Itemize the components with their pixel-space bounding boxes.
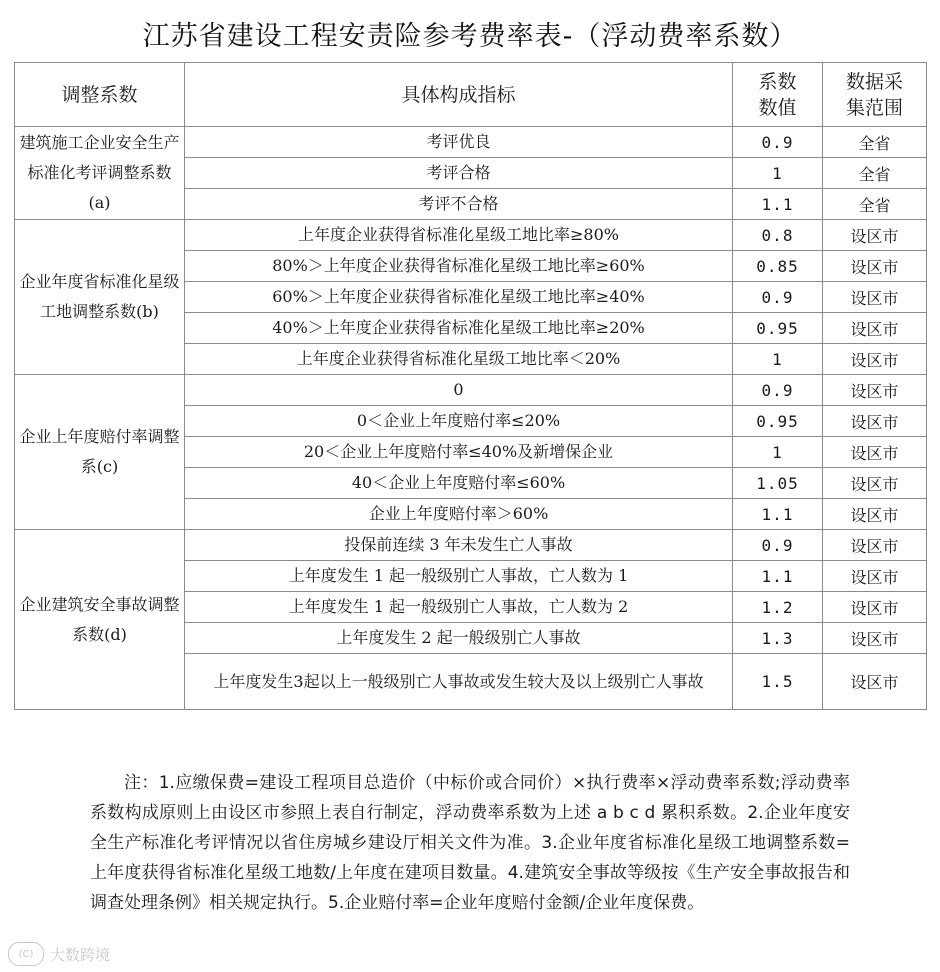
coefficient-value-cell: 0.95 bbox=[733, 313, 823, 344]
coefficient-value-cell: 0.9 bbox=[733, 530, 823, 561]
factor-group-name: 企业建筑安全事故调整系数(d) bbox=[15, 530, 185, 710]
scope-cell: 设区市 bbox=[823, 623, 927, 654]
note-text: 注：1.应缴保费=建设工程项目总造价（中标价或合同价）×执行费率×浮动费率系数;浮动费率系数构成原则上由设区市参照上表自行制定，浮动费率系数为上述 a b c d 累积系数。2.企业年度安全生产标准化考评情况以省住房城乡建设厅相关文件为准。3.企业年度省标准化星级工地调整系数=上年度获得省标准化星级工地数/上年度在建项目数量。4.建筑安全事故等级按《生产安全事故报告和调查处理条例》相关规定执行。5.企业赔付率=企业年度赔付金额/企业年度保费。 bbox=[90, 773, 850, 913]
indicator-cell: 0 bbox=[185, 375, 733, 406]
indicator-cell: 上年度企业获得省标准化星级工地比率＜20% bbox=[185, 344, 733, 375]
indicator-cell: 考评合格 bbox=[185, 158, 733, 189]
coefficient-value-cell: 0.95 bbox=[733, 406, 823, 437]
table-row bbox=[15, 127, 927, 158]
scope-cell: 设区市 bbox=[823, 592, 927, 623]
table-header-row bbox=[15, 63, 927, 127]
indicator-cell: 上年度企业获得省标准化星级工地比率≥80% bbox=[185, 220, 733, 251]
scope-cell: 设区市 bbox=[823, 282, 927, 313]
indicator-cell: 20＜企业上年度赔付率≤40%及新增保企业 bbox=[185, 437, 733, 468]
scope-cell: 全省 bbox=[823, 189, 927, 220]
coefficient-value-cell: 0.9 bbox=[733, 282, 823, 313]
scope-cell: 设区市 bbox=[823, 437, 927, 468]
indicator-cell: 40＜企业上年度赔付率≤60% bbox=[185, 468, 733, 499]
coefficient-value-cell: 1 bbox=[733, 158, 823, 189]
scope-cell: 设区市 bbox=[823, 561, 927, 592]
scope-cell: 设区市 bbox=[823, 344, 927, 375]
header-factor: 调整系数 bbox=[15, 63, 185, 127]
table-row bbox=[15, 530, 927, 561]
factor-group-name: 建筑施工企业安全生产标准化考评调整系数(a) bbox=[15, 127, 185, 220]
scope-cell: 设区市 bbox=[823, 654, 927, 710]
indicator-cell: 60%＞上年度企业获得省标准化星级工地比率≥40% bbox=[185, 282, 733, 313]
scope-cell: 全省 bbox=[823, 127, 927, 158]
header-value: 系数 数值 bbox=[733, 63, 823, 127]
indicator-cell: 80%＞上年度企业获得省标准化星级工地比率≥60% bbox=[185, 251, 733, 282]
coefficient-value-cell: 0.9 bbox=[733, 375, 823, 406]
indicator-cell: 投保前连续 3 年未发生亡人事故 bbox=[185, 530, 733, 561]
header-indicator: 具体构成指标 bbox=[185, 63, 733, 127]
indicator-cell: 上年度发生3起以上一般级别亡人事故或发生较大及以上级别亡人事故 bbox=[185, 654, 733, 710]
indicator-cell: 考评不合格 bbox=[185, 189, 733, 220]
scope-cell: 全省 bbox=[823, 158, 927, 189]
watermark-logo-icon: (C) bbox=[8, 942, 44, 966]
coefficient-value-cell: 1.3 bbox=[733, 623, 823, 654]
coefficient-value-cell: 0.85 bbox=[733, 251, 823, 282]
indicator-cell: 上年度发生 1 起一般级别亡人事故，亡人数为 1 bbox=[185, 561, 733, 592]
indicator-cell: 上年度发生 1 起一般级别亡人事故，亡人数为 2 bbox=[185, 592, 733, 623]
coefficient-value-cell: 1.1 bbox=[733, 561, 823, 592]
coefficient-value-cell: 0.8 bbox=[733, 220, 823, 251]
note-section bbox=[90, 768, 850, 918]
scope-cell: 设区市 bbox=[823, 251, 927, 282]
coefficient-value-cell: 0.9 bbox=[733, 127, 823, 158]
scope-cell: 设区市 bbox=[823, 406, 927, 437]
table-row bbox=[15, 220, 927, 251]
coefficient-value-cell: 1.2 bbox=[733, 592, 823, 623]
scope-cell: 设区市 bbox=[823, 220, 927, 251]
indicator-cell: 企业上年度赔付率＞60% bbox=[185, 499, 733, 530]
coefficient-value-cell: 1 bbox=[733, 344, 823, 375]
scope-cell: 设区市 bbox=[823, 499, 927, 530]
watermark-text: 大数跨境 bbox=[50, 945, 111, 964]
indicator-cell: 考评优良 bbox=[185, 127, 733, 158]
table-row bbox=[15, 375, 927, 406]
indicator-cell: 上年度发生 2 起一般级别亡人事故 bbox=[185, 623, 733, 654]
scope-cell: 设区市 bbox=[823, 313, 927, 344]
scope-cell: 设区市 bbox=[823, 468, 927, 499]
scope-cell: 设区市 bbox=[823, 375, 927, 406]
rate-table bbox=[14, 62, 927, 710]
header-scope: 数据采 集范围 bbox=[823, 63, 927, 127]
rate-table-body bbox=[15, 127, 927, 710]
coefficient-value-cell: 1.1 bbox=[733, 189, 823, 220]
coefficient-value-cell: 1.5 bbox=[733, 654, 823, 710]
scope-cell: 设区市 bbox=[823, 530, 927, 561]
coefficient-value-cell: 1.1 bbox=[733, 499, 823, 530]
page-title: 江苏省建设工程安责险参考费率表-（浮动费率系数） bbox=[142, 21, 798, 52]
indicator-cell: 0＜企业上年度赔付率≤20% bbox=[185, 406, 733, 437]
coefficient-value-cell: 1 bbox=[733, 437, 823, 468]
indicator-cell: 40%＞上年度企业获得省标准化星级工地比率≥20% bbox=[185, 313, 733, 344]
factor-group-name: 企业年度省标准化星级工地调整系数(b) bbox=[15, 220, 185, 375]
coefficient-value-cell: 1.05 bbox=[733, 468, 823, 499]
factor-group-name: 企业上年度赔付率调整系(c) bbox=[15, 375, 185, 530]
watermark bbox=[8, 942, 110, 966]
